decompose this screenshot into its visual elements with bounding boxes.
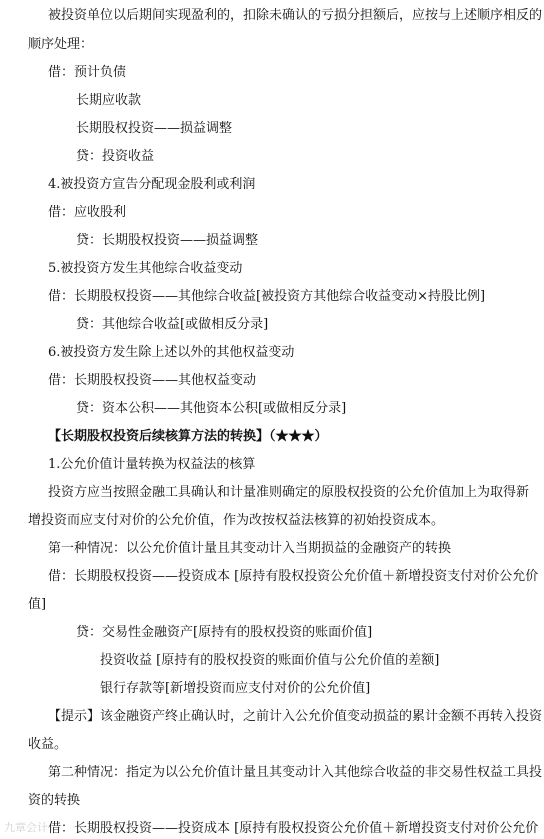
section-title: 【长期股权投资后续核算方法的转换】（★★★）: [48, 429, 328, 444]
section-heading: 4.被投资方宣告分配现金股利或利润: [48, 177, 256, 192]
text-line: 投资方应当按照金融工具确认和计量准则确定的原股权投资的公允价值加上为取得新: [48, 485, 530, 500]
text-line: 借：长期股权投资——其他综合收益[被投资方其他综合收益变动×持股比例]: [48, 289, 486, 304]
section-heading: 6.被投资方发生除上述以外的其他权益变动: [48, 345, 295, 360]
text-line: 增投资而应支付对价的公允价值，作为改按权益法核算的初始投资成本。: [28, 513, 445, 528]
text-line: 长期股权投资——损益调整: [76, 121, 233, 136]
watermark: 九章会计: [4, 821, 48, 834]
text-line: 银行存款等[新增投资而应支付对价的公允价值]: [100, 681, 371, 696]
section-heading: 5.被投资方发生其他综合收益变动: [48, 261, 243, 276]
section-heading: 1.公允价值计量转换为权益法的核算: [48, 457, 256, 472]
text-line: 借：预计负债: [48, 65, 127, 80]
text-line: 长期应收款: [76, 93, 142, 108]
text-line: 顺序处理：: [28, 37, 94, 52]
text-line: 收益。: [28, 737, 68, 752]
text-line: 借：应收股利: [48, 205, 127, 220]
text-line: 借：长期股权投资——投资成本 [原持有股权投资公允价值＋新增投资支付对价公允价: [48, 821, 539, 836]
text-line: 资的转换: [28, 793, 81, 808]
text-line: 贷：投资收益: [76, 149, 155, 164]
text-line: 贷：交易性金融资产[原持有的股权投资的账面价值]: [76, 625, 373, 640]
text-line: 第二种情况：指定为以公允价值计量且其变动计入其他综合收益的非交易性权益工具投: [48, 765, 543, 780]
text-line: 贷：资本公积——其他资本公积[或做相反分录]: [76, 401, 347, 416]
text-line: 借：长期股权投资——其他权益变动: [48, 373, 257, 388]
text-line: 第一种情况：以公允价值计量且其变动计入当期损益的金融资产的转换: [48, 541, 452, 556]
text-line: 被投资单位以后期间实现盈利的，扣除未确认的亏损分担额后，应按与上述顺序相反的: [48, 8, 543, 23]
text-line: 借：长期股权投资——投资成本 [原持有股权投资公允价值＋新增投资支付对价公允价: [48, 569, 539, 584]
text-line: 贷：其他综合收益[或做相反分录]: [76, 317, 269, 332]
text-line: 贷：长期股权投资——损益调整: [76, 233, 259, 248]
text-line: 投资收益 [原持有的股权投资的账面价值与公允价值的差额]: [100, 653, 440, 668]
tip-note: 【提示】该金融资产终止确认时，之前计入公允价值变动损益的累计金额不再转入投资: [48, 709, 543, 724]
text-line: 值]: [28, 597, 47, 612]
